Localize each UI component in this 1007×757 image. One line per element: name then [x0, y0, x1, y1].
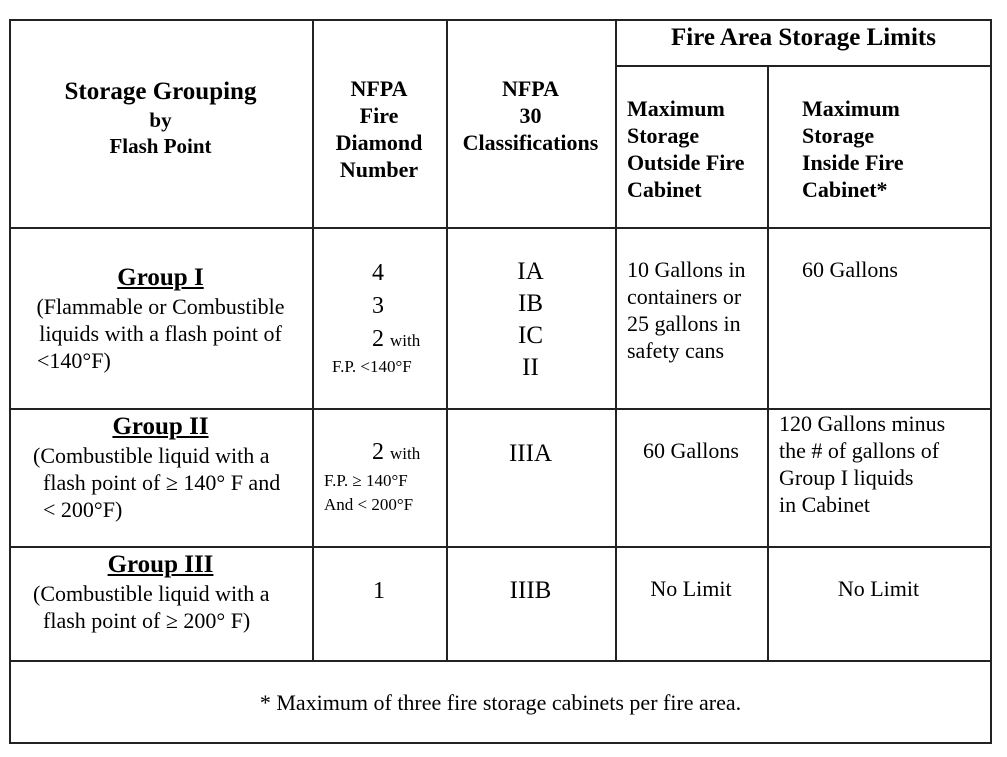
- row2-group: [9, 412, 312, 523]
- row3-diamond-1: 1: [373, 578, 385, 604]
- header-inside-cabinet-line4: Cabinet*: [802, 177, 888, 202]
- border-row3-bottom: [9, 660, 992, 662]
- border-col4: [767, 65, 769, 661]
- row2-inside: [779, 410, 990, 518]
- header-outside-cabinet-line3: Outside Fire: [627, 150, 745, 175]
- row1-diamond: [312, 257, 446, 377]
- header-outside-cabinet-line2: Storage: [627, 123, 700, 148]
- row2-class-iiia: IIIA: [508, 440, 553, 467]
- row1-group-desc-line2: liquids with a flash point of: [39, 321, 282, 346]
- row2-group-desc-line1: (Combustible liquid with a: [33, 443, 270, 468]
- row3-diamond: [312, 575, 446, 607]
- row1-inside-line1: 60 Gallons: [802, 257, 898, 282]
- row1-group-desc-line1: (Flammable or Combustible: [36, 294, 285, 319]
- row3-outside-line1: No Limit: [650, 576, 732, 601]
- row1-group: [9, 263, 312, 374]
- row3-class-iiib: IIIB: [509, 577, 552, 604]
- header-fire-diamond-line1: NFPA: [350, 76, 408, 101]
- row3-classes: [446, 575, 615, 607]
- row2-group-desc-line3: < 200°F): [43, 497, 123, 522]
- row2-classes: [446, 438, 615, 470]
- border-row2-bottom: [9, 546, 992, 548]
- row1-class-ic: IC: [518, 322, 543, 349]
- row3-outside: [615, 575, 767, 602]
- row2-diamond-note1: F.P. ≥ 140°F: [324, 471, 408, 490]
- row3-inside: [767, 575, 990, 602]
- row1-diamond-3: 3: [372, 293, 384, 319]
- row1-outside-line4: safety cans: [627, 338, 725, 363]
- row2-group-desc-line2: flash point of ≥ 140° F and: [43, 470, 281, 495]
- border-col3: [615, 19, 617, 661]
- row1-diamond-note: F.P. <140°F: [332, 357, 412, 376]
- row3-inside-line1: No Limit: [837, 576, 920, 601]
- row2-inside-line4: in Cabinet: [779, 492, 871, 517]
- row1-diamond-with: with: [390, 331, 421, 350]
- header-fire-diamond-line3: Diamond: [335, 130, 423, 155]
- row1-diamond-2-line: [312, 323, 446, 357]
- header-nfpa30-line3: Classifications: [462, 130, 599, 155]
- header-storage-grouping-line1: Storage Grouping: [64, 78, 257, 105]
- row1-classes: [446, 256, 615, 384]
- row1-class-ib: IB: [518, 290, 543, 317]
- header-inside-cabinet-line3: Inside Fire: [802, 150, 904, 175]
- row1-outside-line3: 25 gallons in: [627, 311, 741, 336]
- row2-diamond-note2: And < 200°F: [324, 495, 414, 514]
- border-fire-area-sub: [615, 65, 992, 67]
- border-top: [9, 19, 992, 21]
- header-storage-grouping-line3: Flash Point: [109, 134, 212, 158]
- border-right: [990, 19, 992, 744]
- row3-group-desc-line2: flash point of ≥ 200° F): [43, 608, 251, 633]
- header-fire-diamond: [312, 75, 446, 183]
- row1-class-ii: II: [522, 354, 539, 381]
- row3-group-title: Group III: [107, 551, 214, 578]
- storage-limits-table: [9, 19, 992, 744]
- row2-inside-line1: 120 Gallons minus: [779, 411, 946, 436]
- row1-diamond-2: 2: [372, 326, 384, 352]
- header-storage-grouping-line2: by: [149, 108, 172, 132]
- header-fire-diamond-line2: Fire: [359, 103, 399, 128]
- row2-diamond-2-line: [312, 437, 446, 469]
- row1-outside-line2: containers or: [627, 284, 742, 309]
- row2-inside-line2: the # of gallons of: [779, 438, 940, 463]
- row1-diamond-4: 4: [372, 260, 384, 286]
- header-nfpa30-line2: 30: [519, 103, 542, 128]
- header-fire-diamond-line4: Number: [339, 157, 419, 182]
- row2-diamond-2: 2: [372, 439, 384, 465]
- fire-area-title: Fire Area Storage Limits: [671, 24, 936, 51]
- header-inside-cabinet-line1: Maximum: [802, 96, 900, 121]
- row3-group: [9, 550, 312, 634]
- row1-group-title: Group I: [117, 264, 204, 291]
- row1-group-desc-line3: <140°F): [37, 348, 111, 373]
- header-nfpa30: [446, 75, 615, 156]
- header-inside-cabinet-line2: Storage: [802, 123, 875, 148]
- border-header-bottom: [9, 227, 992, 229]
- row1-outside-line1: 10 Gallons in: [627, 257, 746, 282]
- header-inside-cabinet: [802, 95, 990, 203]
- row3-group-desc-line1: (Combustible liquid with a: [33, 581, 270, 606]
- header-outside-cabinet-line4: Cabinet: [627, 177, 702, 202]
- row2-diamond-with: with: [390, 444, 421, 463]
- header-nfpa30-line1: NFPA: [501, 76, 560, 101]
- border-bottom: [9, 742, 992, 744]
- row1-outside: [627, 256, 767, 364]
- row2-outside: [615, 437, 767, 464]
- header-outside-cabinet: [627, 95, 767, 203]
- header-storage-grouping: [9, 77, 312, 159]
- header-outside-cabinet-line1: Maximum: [627, 96, 725, 121]
- row2-inside-line3: Group I liquids: [779, 465, 914, 490]
- row2-outside-line1: 60 Gallons: [643, 438, 739, 463]
- row1-inside: [802, 256, 990, 283]
- row1-class-ia: IA: [517, 258, 544, 285]
- row2-group-title: Group II: [112, 413, 209, 440]
- row2-diamond: [312, 437, 446, 517]
- footer-note: * Maximum of three fire storage cabinets per fire area.: [259, 690, 742, 715]
